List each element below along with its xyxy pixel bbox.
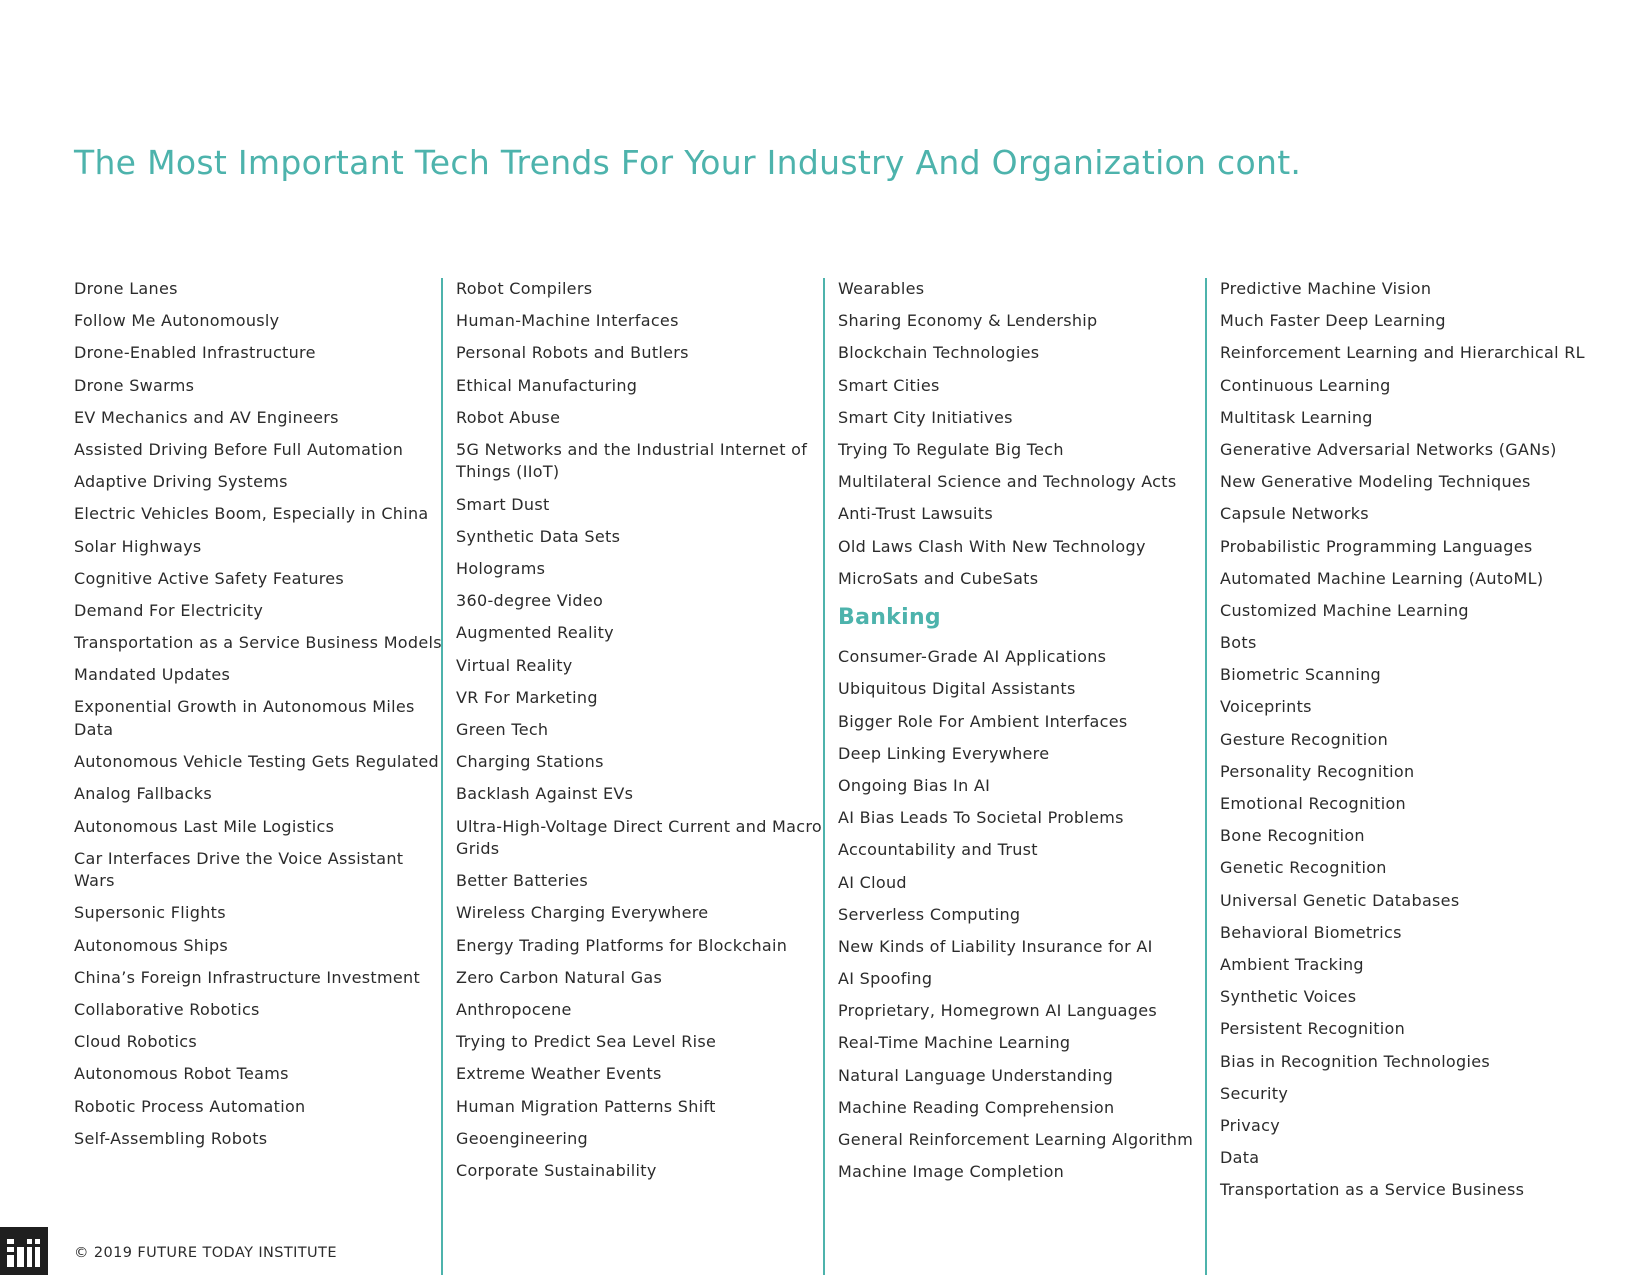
trend-item: Drone Swarms [74, 375, 195, 395]
trend-list [1220, 278, 1620, 1202]
trend-item: Machine Reading Comprehension [838, 1097, 1115, 1117]
trend-item: Consumer-Grade AI Applications [838, 647, 1107, 667]
trend-item: Robot Compilers [456, 279, 593, 298]
trend-item: Augmented Reality [456, 623, 614, 643]
trend-item: Charging Stations [456, 752, 604, 772]
trend-item: Holograms [456, 559, 546, 578]
trend-item: Ethical Manufacturing [456, 375, 638, 395]
trend-item: Personality Recognition [1220, 761, 1415, 781]
trend-item: Ultra-High-Voltage Direct Current and Macro Grids [456, 816, 822, 858]
trend-item: Supersonic Flights [74, 903, 226, 923]
trend-item: Wearables [838, 279, 925, 298]
trend-list [74, 278, 444, 1150]
trend-item: Automated Machine Learning (AutoML) [1220, 568, 1544, 588]
trend-item: Privacy [1220, 1115, 1281, 1135]
trend-column-4 [1220, 278, 1620, 1211]
trend-item: Old Laws Clash With New Technology [838, 536, 1146, 556]
trend-item: Green Tech [456, 719, 549, 739]
trend-item: Electric Vehicles Boom, Especially in China [74, 504, 429, 524]
trend-item: Biometric Scanning [1220, 665, 1382, 685]
trend-item: Virtual Reality [456, 655, 573, 675]
trend-item: Drone Lanes [74, 279, 178, 298]
trend-item: Robotic Process Automation [74, 1096, 306, 1116]
trend-column-1 [74, 278, 444, 1160]
trend-item: Synthetic Data Sets [456, 526, 621, 546]
trend-item: New Kinds of Liability Insurance for AI [838, 936, 1153, 956]
trend-item: Adaptive Driving Systems [74, 472, 288, 492]
trend-item: Sharing Economy & Lendership [838, 311, 1098, 331]
trend-list [456, 278, 826, 1182]
trend-item: Smart City Initiatives [838, 407, 1013, 427]
trend-column-2 [456, 278, 826, 1192]
section-heading-banking: Banking [838, 605, 941, 631]
trend-item: Collaborative Robotics [74, 999, 260, 1019]
trend-item: Assisted Driving Before Full Automation [74, 439, 404, 459]
trend-item: Reinforcement Learning and Hierarchical RL [1220, 343, 1585, 363]
trend-item: Behavioral Biometrics [1220, 922, 1402, 942]
trend-item: Autonomous Vehicle Testing Gets Regulated [74, 752, 439, 772]
trend-list [838, 646, 1208, 1184]
trend-item: Serverless Computing [838, 904, 1021, 924]
trend-item: Security [1220, 1083, 1289, 1103]
trend-item: Autonomous Last Mile Logistics [74, 816, 335, 836]
trend-item: Autonomous Ships [74, 935, 229, 955]
trend-item: Corporate Sustainability [456, 1160, 657, 1180]
trend-item: Voiceprints [1220, 697, 1312, 717]
trend-item: Human-Machine Interfaces [456, 311, 679, 331]
trend-item: Self-Assembling Robots [74, 1128, 268, 1148]
trend-item: Zero Carbon Natural Gas [456, 967, 663, 987]
trend-item: Generative Adversarial Networks (GANs) [1220, 439, 1557, 459]
trend-item: Demand For Electricity [74, 600, 264, 620]
trend-column-3 [838, 278, 1208, 1193]
trend-item: Customized Machine Learning [1220, 600, 1469, 620]
trend-item: Transportation as a Service Business [1220, 1180, 1525, 1200]
trend-item: Bigger Role For Ambient Interfaces [838, 711, 1128, 731]
trend-item: Cloud Robotics [74, 1032, 197, 1052]
trend-item: AI Bias Leads To Societal Problems [838, 808, 1124, 828]
trend-item: Deep Linking Everywhere [838, 743, 1050, 763]
trend-item: Capsule Networks [1220, 504, 1369, 524]
trend-item: Anti-Trust Lawsuits [838, 504, 993, 524]
trend-item: Trying to Predict Sea Level Rise [456, 1032, 717, 1052]
trend-item: Data [1220, 1148, 1260, 1168]
trend-item: Backlash Against EVs [456, 784, 634, 804]
trend-item: Emotional Recognition [1220, 794, 1406, 813]
trend-item: Multilateral Science and Technology Acts [838, 472, 1177, 492]
trend-item: Human Migration Patterns Shift [456, 1096, 716, 1116]
trend-item: Predictive Machine Vision [1220, 279, 1432, 298]
trend-item: Mandated Updates [74, 665, 231, 685]
trend-item: Proprietary, Homegrown AI Languages [838, 1001, 1157, 1021]
trend-item: Anthropocene [456, 999, 572, 1019]
trend-item: Drone-Enabled Infrastructure [74, 343, 316, 363]
trend-item: Smart Cities [838, 375, 940, 395]
trend-item: Ambient Tracking [1220, 954, 1364, 974]
trend-item: Geoengineering [456, 1128, 588, 1148]
trend-item: AI Cloud [838, 872, 907, 892]
page-title: The Most Important Tech Trends For Your Industry And Organization cont. [74, 143, 1302, 182]
trend-item: Solar Highways [74, 536, 202, 556]
trend-item: Bias in Recognition Technologies [1220, 1051, 1491, 1071]
trend-item: Continuous Learning [1220, 375, 1391, 395]
copyright-text: © 2019 FUTURE TODAY INSTITUTE [74, 1245, 337, 1261]
fti-logo-icon [0, 1227, 48, 1275]
trend-item: Personal Robots and Butlers [456, 343, 689, 363]
trend-item: Energy Trading Platforms for Blockchain [456, 935, 788, 955]
trend-item: New Generative Modeling Techniques [1220, 472, 1531, 492]
trend-item: China’s Foreign Infrastructure Investment [74, 967, 421, 987]
trend-item: Follow Me Autonomously [74, 311, 280, 331]
trend-item: Gesture Recognition [1220, 729, 1389, 749]
trend-item: Persistent Recognition [1220, 1019, 1406, 1039]
trend-item: Blockchain Technologies [838, 343, 1040, 363]
trend-list [838, 278, 1208, 590]
trend-item: Genetic Recognition [1220, 858, 1387, 878]
trend-item: Trying To Regulate Big Tech [838, 439, 1064, 459]
trend-item: Robot Abuse [456, 407, 561, 427]
trend-item: Synthetic Voices [1220, 987, 1357, 1007]
trend-item: Accountability and Trust [838, 840, 1038, 860]
trend-item: Bots [1220, 633, 1257, 653]
trend-item: Autonomous Robot Teams [74, 1064, 289, 1084]
trend-item: 360-degree Video [456, 591, 604, 611]
trend-item: VR For Marketing [456, 687, 598, 707]
trend-item: Bone Recognition [1220, 826, 1365, 846]
trend-item: 5G Networks and the Industrial Internet of Things (IIoT) [456, 439, 808, 482]
trend-item: Car Interfaces Drive the Voice Assistant Wars [74, 848, 404, 891]
trend-item: Cognitive Active Safety Features [74, 568, 345, 588]
trend-item: Smart Dust [456, 494, 550, 514]
trend-item: Exponential Growth in Autonomous Miles Data [74, 697, 415, 739]
trend-item: Analog Fallbacks [74, 784, 212, 804]
trend-item: AI Spoofing [838, 969, 933, 989]
trend-item: General Reinforcement Learning Algorithm [838, 1130, 1194, 1149]
trend-item: Machine Image Completion [838, 1162, 1065, 1182]
trend-item: Probabilistic Programming Languages [1220, 536, 1533, 556]
trend-item: Real-Time Machine Learning [838, 1033, 1071, 1053]
trend-item: MicroSats and CubeSats [838, 568, 1039, 588]
trend-item: Multitask Learning [1220, 407, 1373, 427]
trend-item: Ongoing Bias In AI [838, 775, 991, 795]
trend-item: Better Batteries [456, 871, 589, 891]
trend-item: EV Mechanics and AV Engineers [74, 407, 339, 427]
trend-item: Extreme Weather Events [456, 1064, 662, 1084]
trend-item: Ubiquitous Digital Assistants [838, 679, 1076, 699]
trend-item: Natural Language Understanding [838, 1065, 1114, 1085]
trend-item: Transportation as a Service Business Models [74, 633, 442, 653]
trend-item: Wireless Charging Everywhere [456, 903, 709, 923]
trend-item: Much Faster Deep Learning [1220, 311, 1446, 331]
trend-item: Universal Genetic Databases [1220, 890, 1460, 910]
